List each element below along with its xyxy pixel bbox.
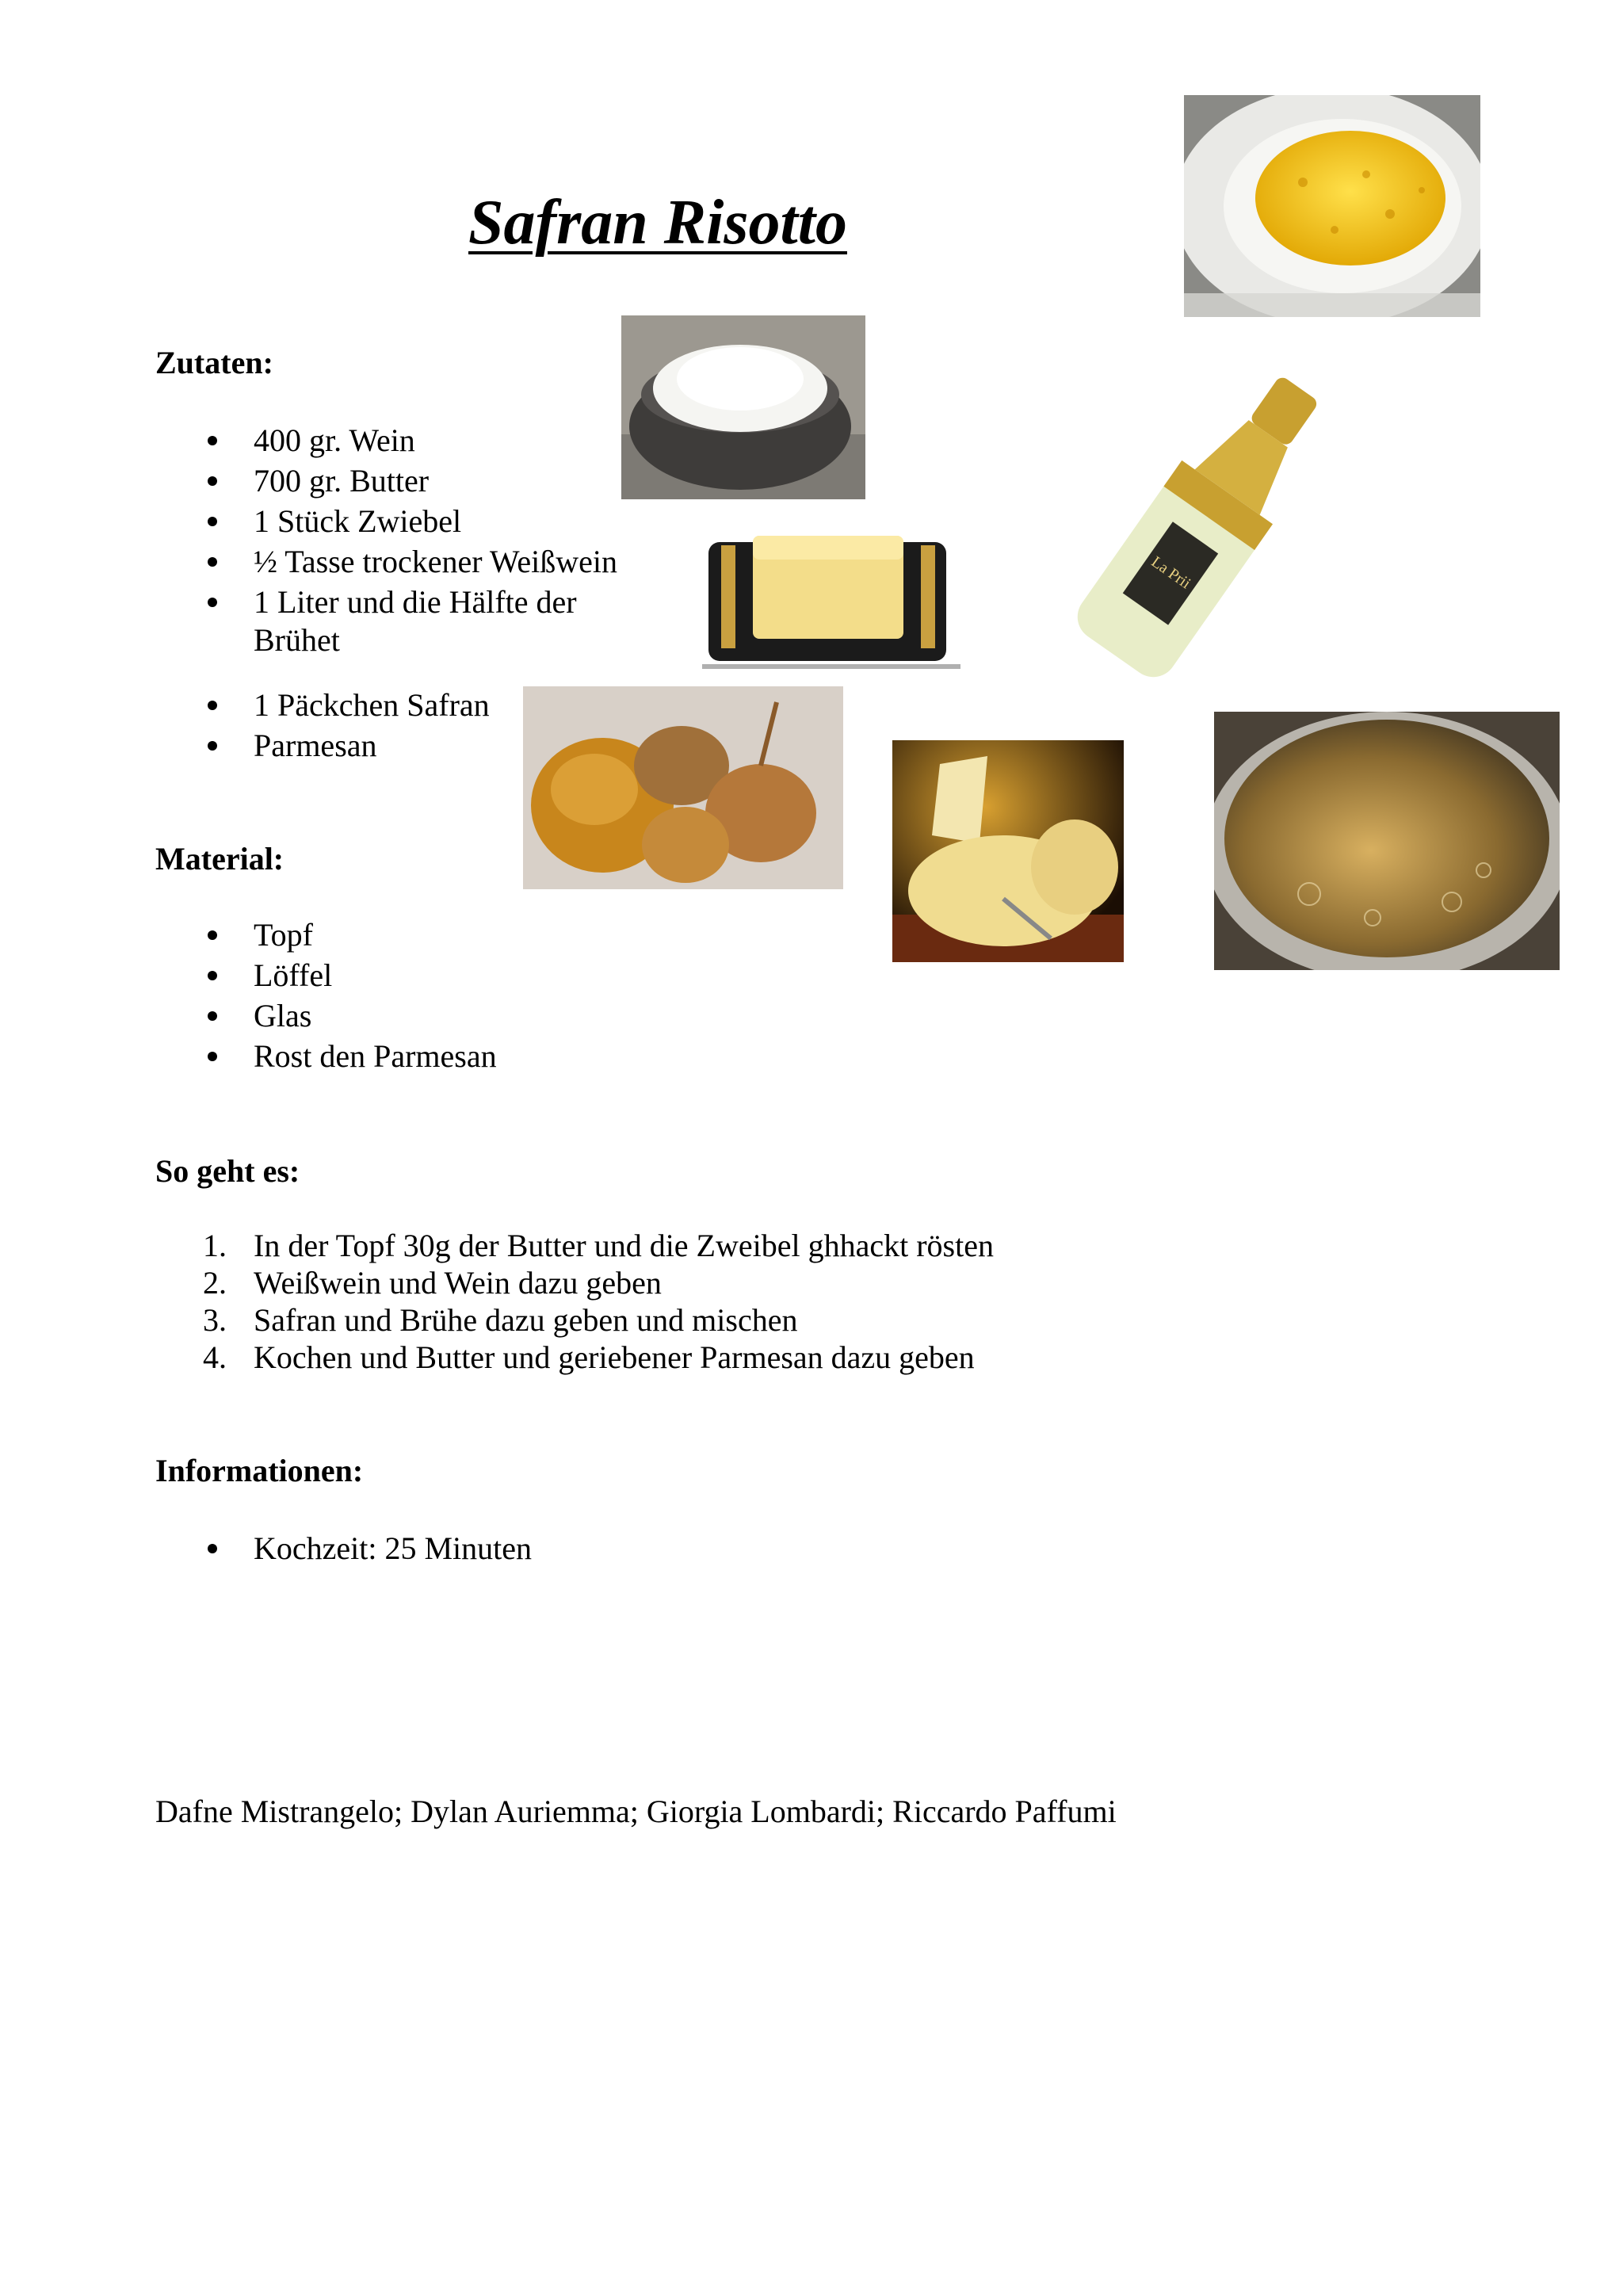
steps-heading: So geht es: xyxy=(155,1153,300,1189)
ingredients-list-a xyxy=(155,420,617,622)
list-item: 1 Stück Zwiebel xyxy=(155,501,617,541)
list-item: 4. Kochen und Butter und geriebener Parmesan dazu geben xyxy=(203,1339,975,1375)
list-item-continuation: Brühet xyxy=(254,622,340,658)
list-item: 1 Päckchen Safran xyxy=(155,685,490,725)
butter-photo xyxy=(697,514,967,677)
info-list xyxy=(155,1528,532,1568)
onions-photo xyxy=(523,686,843,889)
list-item: Glas xyxy=(155,995,497,1036)
list-item: ½ Tasse trockener Weißwein xyxy=(155,541,617,582)
authors-line: Dafne Mistrangelo; Dylan Auriemma; Giorgia Lombardi; Riccardo Paffumi xyxy=(155,1794,1117,1829)
list-item: Topf xyxy=(155,915,497,955)
list-item: 2. Weißwein und Wein dazu geben xyxy=(203,1265,662,1301)
info-heading: Informationen: xyxy=(155,1453,364,1488)
wine-bottle-photo xyxy=(1038,366,1371,683)
list-item: Löffel xyxy=(155,955,497,995)
list-item: Parmesan xyxy=(155,725,490,766)
steps-list xyxy=(155,1225,994,1377)
list-item: 1. In der Topf 30g der Butter und die Zweibel ghhackt rösten xyxy=(203,1228,994,1263)
material-list xyxy=(155,915,497,1076)
boiling-pot-photo xyxy=(1214,712,1560,970)
list-item: 3. Safran und Brühe dazu geben und mischen xyxy=(203,1302,798,1338)
list-item: Kochzeit: 25 Minuten xyxy=(155,1528,532,1568)
list-item: 700 gr. Butter xyxy=(155,460,617,501)
wine-label-text: La Prii xyxy=(1148,552,1194,593)
list-item: 400 gr. Wein xyxy=(155,420,617,460)
list-item: 1 Liter und die Hälfte der xyxy=(155,582,617,622)
parmesan-photo xyxy=(892,740,1124,962)
ingredients-list-b xyxy=(155,685,490,766)
ingredients-heading: Zutaten: xyxy=(155,345,273,380)
risotto-photo xyxy=(1184,95,1480,317)
rice-bowl-photo xyxy=(621,315,865,499)
material-heading: Material: xyxy=(155,841,285,877)
page-title: Safran Risotto xyxy=(468,188,847,258)
list-item: Rost den Parmesan xyxy=(155,1036,497,1076)
